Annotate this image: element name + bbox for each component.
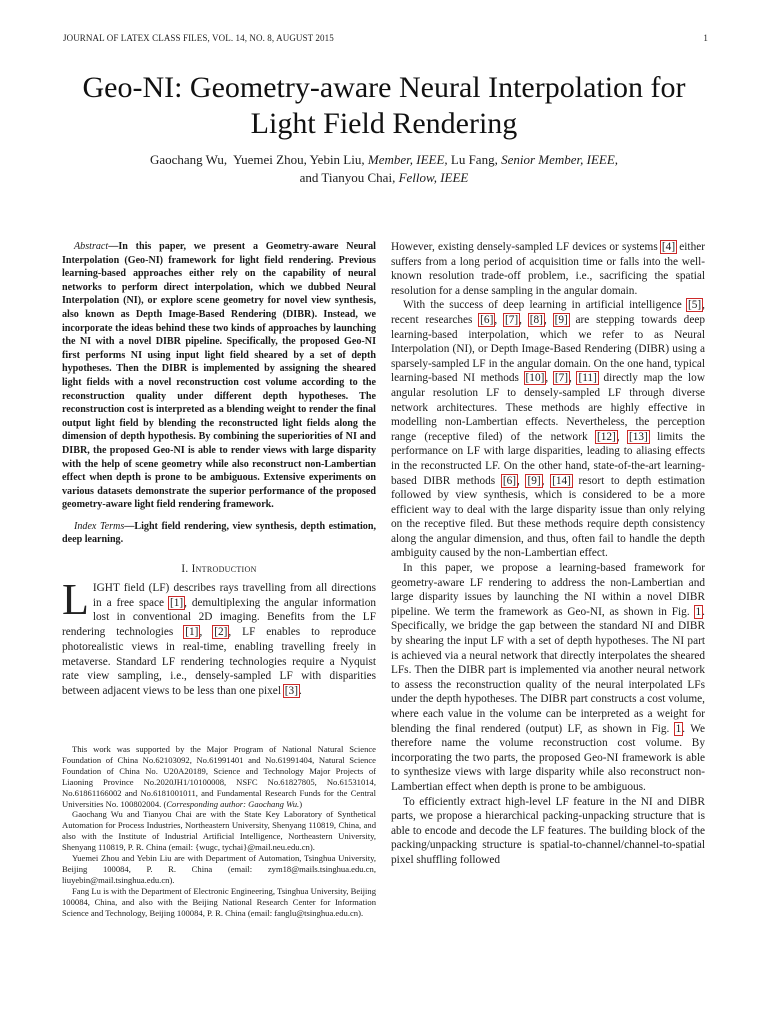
section-title: Introduction [191, 563, 257, 576]
right-text: , [569, 372, 578, 385]
intro-text-1: IGHT field (LF) describes rays travelling from all directions in a free space [92, 582, 376, 609]
citation-link[interactable]: [8] [529, 313, 543, 326]
page-number: 1 [703, 33, 708, 43]
citation-link[interactable]: [12] [596, 430, 616, 443]
journal-name: JOURNAL OF LATEX CLASS FILES, VOL. 14, NO. 8, AUGUST 2015 [63, 33, 334, 43]
title-line-2: Light Field Rendering [250, 107, 518, 140]
figure-link[interactable]: 1 [695, 605, 702, 618]
right-paragraph-4: To efficiently extract high-level LF feature in the NI and DIBR parts, we propose a hierarchical packing-unpacking structure that is able to encode and decode the LF features. The building block of the packing/unpacking structure is spatial-to-channel/channel-to-spatial pixel shuffling followed [391, 795, 705, 866]
right-text: , [543, 313, 554, 326]
right-text: resort to depth estimation followed by view synthesis, which is considered to be a more efficient way to deal with the large disparity issue than only relying on the receptive filed. But these methods require depth consistency along the angular dimension, and thus, often fail to handle the depth ambiguity caused by the non-Lambertian effect. [391, 474, 706, 560]
index-terms-label: Index Terms [74, 520, 125, 532]
abstract [62, 240, 376, 512]
right-text: . Specifically, we bridge the gap between the standard NI and DIBR by shearing the input LF with a set of depth hypotheses. The NI part is achieved via a neural network that directly interpolates the sheared LFs. Then the DIBR part is implemented via another neural network to assess the reconstruction quality of the neural interpolated LFs under the depth hypotheses. The DIBR part constructs a cost volume, where each value in the volume can be interpreted as a weight for blending the final rendered (output) LF, as shown in Fig. [391, 605, 705, 735]
right-text: , recent researches [391, 299, 705, 326]
footnote-affiliation-2: Yuemei Zhou and Yebin Liu are with Department of Automation, Tsinghua University, Beijing 100084, P. R. China (email: zym18@mails.tsinghua.edu.cn, liuyebin@mail.tsinghua.edu.cn). [62, 853, 376, 885]
footnote-affiliation-3: Fang Lu is with the Department of Electronic Engineering, Tsinghua University, Beijing 100084, China, and also with the Beijing National Research Center for Information Science and Technology, Beijing 100084, P. R. China (email: fanglu@tsinghua.edu.cn). [62, 885, 376, 918]
right-text: , [494, 313, 504, 326]
intro-paragraph-1: LIGHT field (LF) describes rays travelling from all directions in a free space [1], demultiplexing the angular information lost in conventional 2D imaging. Benefits from the LF rendering technologies [1], [2], LF enables to reproduce photorealistic views in real-time, enabling travelling freely in metaverse. Standard LF rendering technologies require a Nyquist rate view sampling, i.e., densely-sampled LF with disparities between adjacent views to be less than one pixel [3]. [62, 575, 376, 697]
citation-link[interactable]: [6] [502, 474, 517, 487]
citation-link[interactable]: [2] [214, 626, 228, 639]
right-text: limits the performance on LF with large disparities, leading to aliasing effects in the reconstructed LF. On the other hand, state-of-the-art learning-based DIBR methods [391, 430, 705, 487]
abstract-label: Abstract [74, 241, 109, 252]
section-number: I. [181, 563, 189, 576]
intro-text-4: . [298, 684, 302, 697]
footnote-funding-text: This work was supported by the Major Program of National Natural Science Foundation of China No.62103092, No.61991401 and No.61991404, Natural Science Foundation of China No. U20A20189, Science and Technology Major Projects of Liaoning Province No.2020JH1/10100008, NSFC No.61827805, No.61531014, No.61861166002 and No.6181001011, and Fundamental Research Funds for the Central Universities No. 100802004. ( [62, 744, 376, 809]
right-text: , [517, 474, 527, 487]
right-text: In this paper, we propose a learning-based framework for geometry-aware LF rendering to address the non-Lambertian and large disparity issues by launching the NI within a novel DIBR pipeline. We term the framework as Geo-NI, as shown in Fig. [391, 562, 705, 618]
title-line-1: Geo-NI: Geometry-aware Neural Interpolation for [82, 71, 686, 104]
footnote-funding-end: ) [299, 798, 303, 809]
intro-text-2: , demultiplexing the angular information lost in conventional 2D imaging. Benefits from the LF rendering technologies [62, 596, 376, 639]
right-text: , [519, 313, 529, 326]
citation-link[interactable]: [1] [185, 626, 199, 639]
right-text: . We therefore name the volume reconstruction cost volume. By incorporating the two parts, the proposed Geo-NI framework is able to synthesize views with large disparity while also reconstruct non-Lambertian effect when depth is prone to be ambiguous. [391, 722, 705, 793]
citation-link[interactable]: [7] [504, 313, 519, 326]
footnote-block [62, 744, 376, 919]
citation-link[interactable]: [5] [687, 299, 702, 312]
abstract-text: —In this paper, we present a Geometry-aware Neural Interpolation (Geo-NI) framework for light field rendering. Previous learning-based approaches either rely on the capability of neural networks to perform direct interpolation, which we dubbed Neural Interpolation (NI), or explore scene geometry for novel view synthesis, also known as Depth Image-Based Rendering (DIBR). Instead, we incorporate the ideas behind these two kinds of approaches by launching the NI with a novel DIBR pipeline. Specifically, the proposed Geo-NI first performs NI using input light field sheared by a set of depth hypotheses. Then the DIBR is implemented by assigning the sheared light fields with a novel reconstruction cost volume according to the reconstruction quality under different depth hypotheses. The reconstruction cost is interpreted as a blending weight to render the final output light field by blending the reconstructed light fields along the dimension of depth hypothesis. By combining the superiorities of NI and DIBR, the proposed Geo-NI is able to render views with large disparity with the help of scene geometry while also reconstruct non-Lambertian effect when depth is prone to be ambiguous. Extensive experiments on various datasets demonstrate the superior performance of the proposed geometry-aware light field rendering framework. [62, 241, 376, 511]
citation-link[interactable]: [13] [628, 430, 648, 443]
index-terms [62, 520, 376, 547]
footnote-affiliation-1: Gaochang Wu and Tianyou Chai are with the State Key Laboratory of Synthetical Automation for Process Industries, Northeastern University, Shenyang 110819, China, and also with the Institute of Industrial Artificial Intelligence, Northeastern University, Shenyang 110819, P. R. China (email: {wugc, tychai}@mail.neu.edu.cn). [62, 809, 376, 853]
right-text: However, existing densely-sampled LF devices or systems [391, 241, 661, 253]
index-terms-text: —Light field rendering, view synthesis, depth estimation, deep learning. [62, 520, 376, 546]
citation-link[interactable]: [7] [554, 372, 568, 385]
citation-link[interactable]: [4] [661, 241, 676, 253]
figure-link[interactable]: 1 [675, 722, 682, 735]
dropcap-letter: L [62, 575, 89, 625]
right-column [391, 240, 705, 868]
authors-line-2: and Tianyou Chai, Fellow, IEEE [299, 170, 469, 185]
citation-link[interactable]: [3] [284, 684, 298, 697]
right-text: directly map the low angular resolution LF to densely-sampled LF through diverse network architectures. These methods are highly effective in modelling non-Lambertian effects. Nevertheless, the perception range (receptive filed) of the network [391, 372, 705, 443]
citation-link[interactable]: [1] [169, 596, 184, 609]
running-head [63, 33, 708, 43]
citation-link[interactable]: [6] [480, 313, 494, 326]
right-text: are stepping towards deep learning-based interpolation, which we refer to as Neural Interpolation (NI), or Depth Image-Based Rendering (DIBR) using a sparsely-sampled LF in the angular domain. On the one hand, typical learning-based NI methods [391, 313, 706, 385]
section-heading-introduction [62, 563, 376, 575]
right-text: either suffers from a long period of acquisition time or falls into the well-known resolution trade-off problem, i.e., sacrificing the spatial resolution for a dense sampling in the angular domain. [391, 241, 705, 297]
citation-link[interactable]: [9] [554, 313, 568, 326]
right-text: , [545, 372, 554, 385]
right-paragraph-1 [391, 240, 705, 298]
citation-link[interactable]: [11] [578, 372, 597, 385]
intro-text-3: , LF enables to reproduce photorealistic views in real-time, enabling travelling freely in metaverse. Standard LF rendering technologies require a Nyquist rate view sampling, i.e., densely-sampled LF with disparities between adjacent views to be less than one pixel [62, 626, 376, 697]
authors-line-1: Gaochang Wu, Yuemei Zhou, Yebin Liu, Member, IEEE, Lu Fang, Senior Member, IEEE, [149, 152, 619, 167]
citation-link[interactable]: [10] [525, 372, 545, 385]
corresponding-author: Corresponding author: Gaochang Wu. [166, 798, 300, 809]
paper-title [0, 70, 768, 142]
citation-link[interactable]: [14] [552, 474, 571, 487]
right-text: , [616, 430, 628, 443]
left-column [62, 240, 376, 699]
author-list [0, 151, 768, 187]
footnote-funding [62, 744, 376, 809]
right-paragraph-3 [391, 561, 705, 795]
right-text: With the success of deep learning in artificial intelligence [403, 299, 687, 312]
citation-link[interactable]: [9] [527, 474, 541, 487]
right-paragraph-2 [391, 298, 705, 561]
right-text: , [541, 474, 552, 487]
